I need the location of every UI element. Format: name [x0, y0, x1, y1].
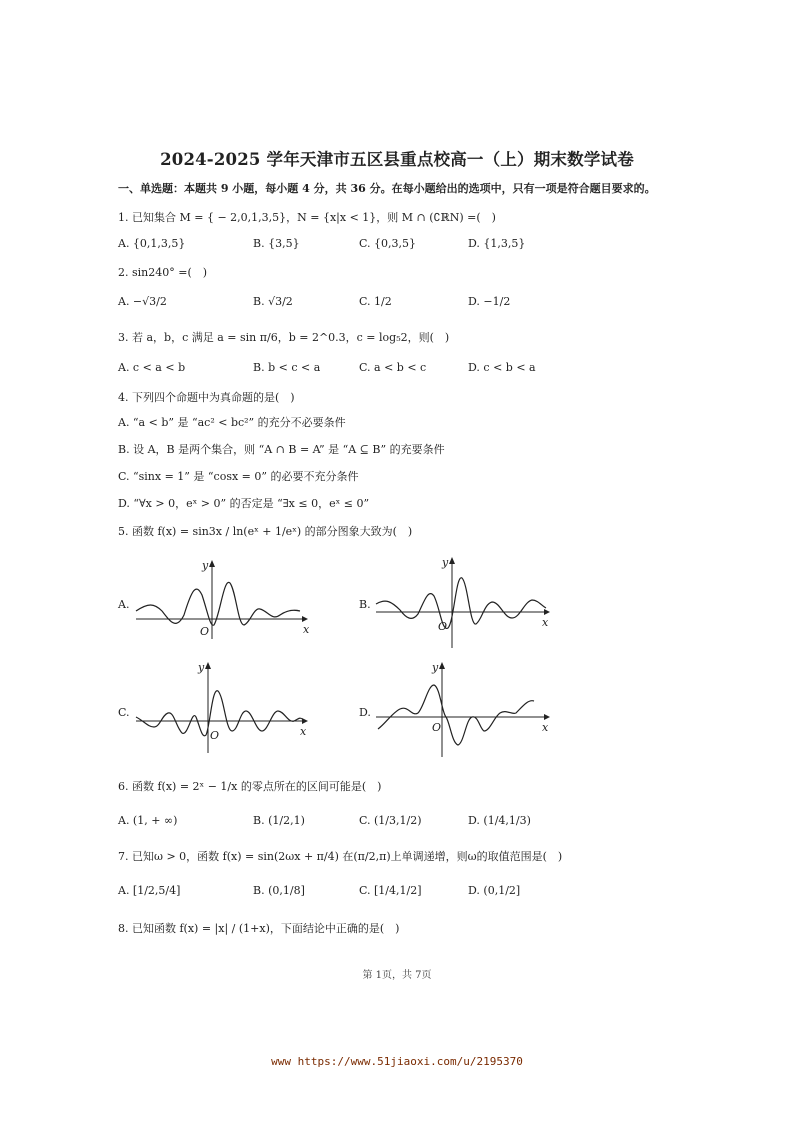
q3-option-c: C. a < b < c — [359, 361, 427, 374]
page-footer: 第 1页，共 7页 — [362, 970, 432, 981]
question-4-stem: 4. 下列四个命题中为真命题的是( ) — [118, 391, 295, 404]
q2-option-c: C. 1/2 — [359, 295, 392, 308]
graph-c-origin: O — [210, 729, 220, 742]
section-heading: 一、单选题：本题共 9 小题，每小题 4 分，共 36 分。在每小题给出的选项中，只有一项是符合题目要求的。 — [118, 182, 656, 195]
q4-option-c: C. “sinx = 1” 是 “cosx = 0” 的必要不充分条件 — [118, 470, 359, 483]
q7-option-a: A. [1/2,5/4] — [118, 884, 181, 897]
question-6-stem: 6. 函数 f(x) = 2ˣ − 1/x 的零点所在的区间可能是( ) — [118, 780, 382, 793]
graph-a — [130, 555, 310, 645]
graph-c-label: C. — [118, 706, 130, 719]
graph-c-x-label: x — [300, 725, 307, 738]
question-7-stem: 7. 已知ω > 0，函数 f(x) = sin(2ωx + π/4) 在(π/2,π)上单调递增，则ω的取值范围是( ) — [118, 850, 563, 863]
graph-a-origin: O — [200, 625, 210, 638]
q7-option-b: B. (0,1/8] — [253, 884, 305, 897]
q2-option-b: B. √3/2 — [253, 295, 293, 308]
q1-option-c: C. {0,3,5} — [359, 237, 417, 250]
graph-a-y-label: y — [202, 559, 209, 572]
q3-option-d: D. c < b < a — [468, 361, 536, 374]
graph-c — [130, 657, 310, 757]
q7-option-d: D. (0,1/2] — [468, 884, 521, 897]
graph-b-y-label: y — [442, 556, 449, 569]
q2-option-a: A. −√3/2 — [118, 295, 167, 308]
graph-d-label: D. — [359, 706, 371, 719]
q4-option-a: A. “a < b” 是 “ac² < bc²” 的充分不必要条件 — [118, 416, 346, 429]
question-2-stem: 2. sin240° =( ) — [118, 266, 208, 279]
question-8-stem: 8. 已知函数 f(x) = |x| / (1+x)，下面结论中正确的是( ) — [118, 922, 400, 935]
q6-option-d: D. (1/4,1/3) — [468, 814, 531, 827]
question-3-stem: 3. 若 a，b，c 满足 a = sin π/6，b = 2^0.3，c = log₅2，则( ) — [118, 331, 450, 344]
q1-option-a: A. {0,1,3,5} — [118, 237, 186, 250]
graph-d — [372, 657, 552, 762]
graph-b-x-label: x — [542, 616, 549, 629]
q6-option-c: C. (1/3,1/2) — [359, 814, 422, 827]
graph-d-origin: O — [432, 721, 442, 734]
q7-option-c: C. [1/4,1/2] — [359, 884, 422, 897]
q4-option-d: D. “∀x > 0，eˣ > 0” 的否定是 “∃x ≤ 0，eˣ ≤ 0” — [118, 497, 370, 510]
q6-option-a: A. (1, + ∞) — [118, 814, 178, 827]
q4-option-b: B. 设 A，B 是两个集合，则 “A ∩ B = A” 是 “A ⊆ B” 的充要条件 — [118, 443, 445, 456]
q1-option-b: B. {3,5} — [253, 237, 300, 250]
graph-c-y-label: y — [198, 661, 205, 674]
q2-option-d: D. −1/2 — [468, 295, 511, 308]
graph-a-x-label: x — [303, 623, 310, 636]
q3-option-b: B. b < c < a — [253, 361, 321, 374]
page-title: 2024-2025 学年天津市五区县重点校高一（上）期末数学试卷 — [160, 150, 634, 169]
graph-b-label: B. — [359, 598, 371, 611]
watermark-link[interactable]: www https://www.51jiaoxi.com/u/2195370 — [271, 1055, 523, 1068]
question-1-stem: 1. 已知集合 M = { − 2,0,1,3,5}，N = {x|x < 1}，则 M ∩ (∁ℝN) =( ) — [118, 211, 496, 224]
graph-a-label: A. — [118, 598, 130, 611]
q1-option-d: D. {1,3,5} — [468, 237, 526, 250]
graph-b-origin: O — [438, 620, 448, 633]
graph-d-y-label: y — [432, 661, 439, 674]
q6-option-b: B. (1/2,1) — [253, 814, 305, 827]
question-5-stem: 5. 函数 f(x) = sin3x / ln(eˣ + 1/eˣ) 的部分图象大致为( ) — [118, 525, 413, 538]
graph-b — [372, 552, 552, 652]
graph-d-x-label: x — [542, 721, 549, 734]
q3-option-a: A. c < a < b — [118, 361, 186, 374]
